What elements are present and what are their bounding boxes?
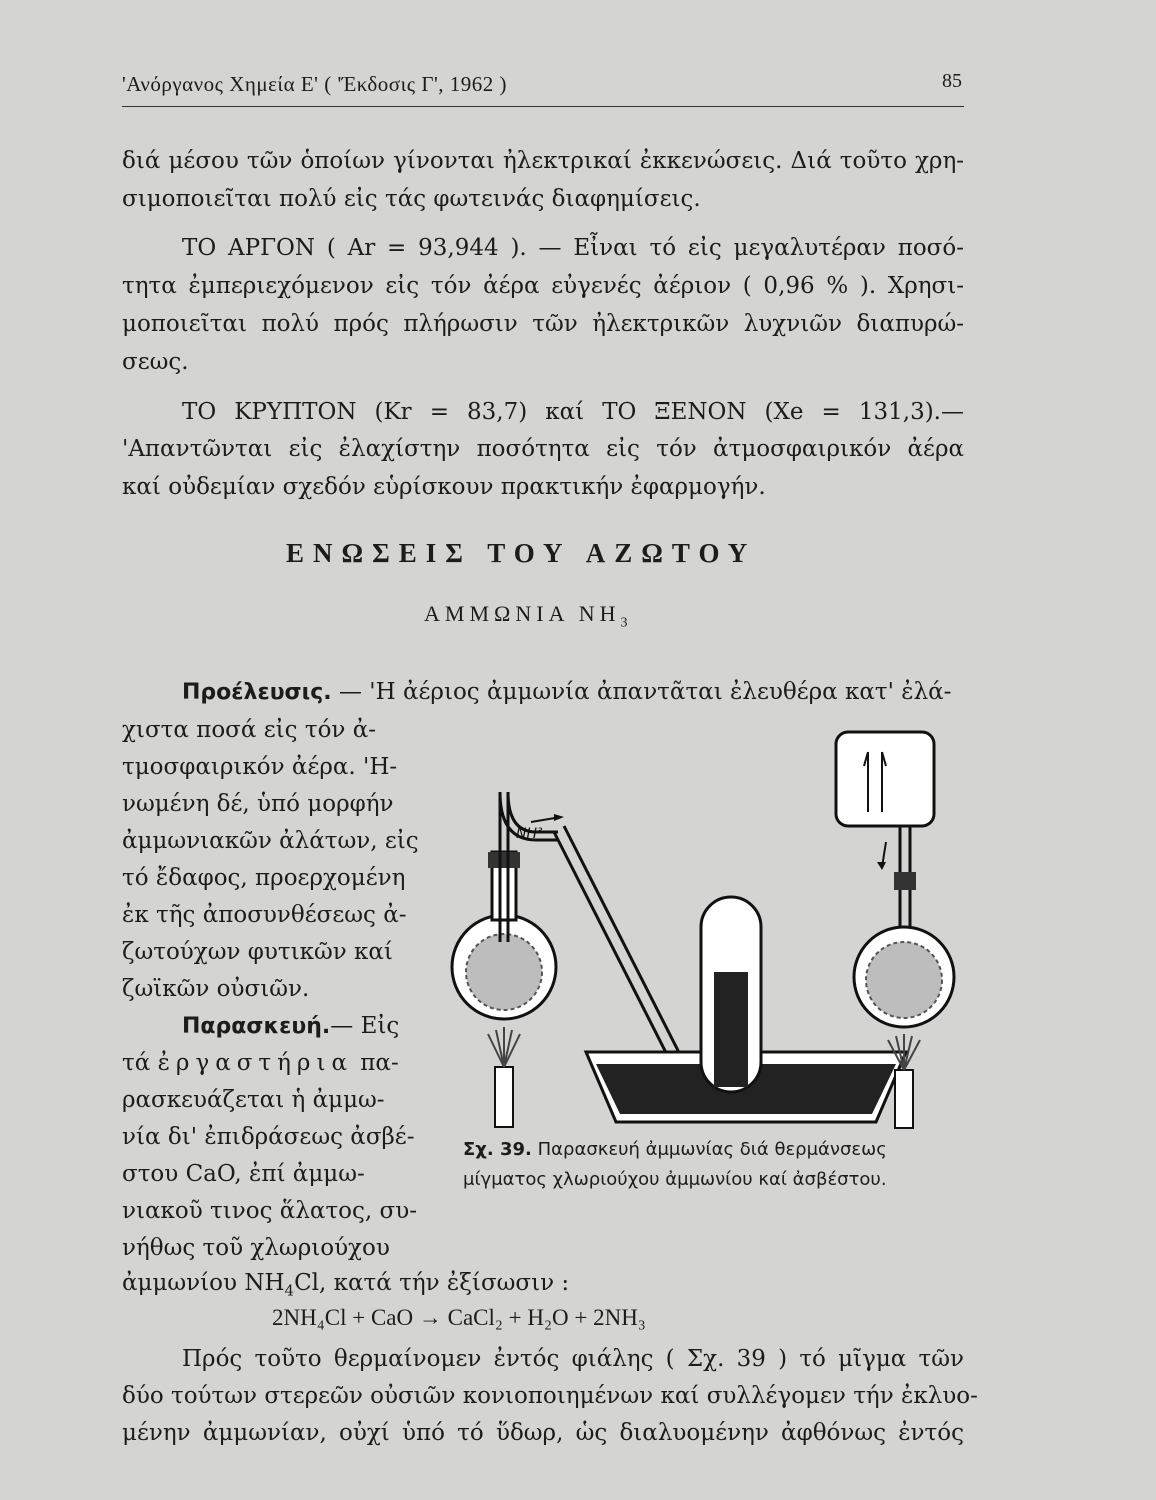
section-heading: ΕΝΩΣΕΙΣ ΤΟΥ ΑΖΩΤΟΥ xyxy=(286,538,757,568)
body-line: δύο τούτων στερεῶν οὐσιῶν κονιοποιημένων καί συλλέγομεν τήν ἐκλυο- xyxy=(122,1383,978,1409)
header-title: 'Ανόργανος Χημεία Ε' ( 'Έκδοσις Γ', 1962 ) xyxy=(122,72,508,96)
body-line: σεως. xyxy=(122,349,189,375)
argon-line: ΤΟ ΑΡΓΟΝ ( Ar = 93,944 ). — Εἶναι τό εἰς μεγαλυτέραν ποσό- xyxy=(182,235,964,261)
body-line: μοποιεῖται πολύ πρός πλήρωσιν τῶν ἠλεκτρικῶν λυχνιῶν διαπυρώ- xyxy=(122,311,964,337)
text-span: ἀμμωνίου NH xyxy=(122,1270,285,1296)
body-line: 'Απαντῶνται εἰς ἐλαχίστην ποσότητα εἰς τόν ἀτμοσφαιρικόν ἀέρα xyxy=(122,436,964,462)
left-col-line xyxy=(122,1048,399,1078)
proelefsis-text: — 'Η ἀέριος ἀμμωνία ἀπαντᾶται ἐλευθέρα κατ' ἐλά- xyxy=(331,679,952,705)
trough-and-tube xyxy=(586,897,906,1122)
body-line: Πρός τοῦτο θερμαίνομεν ἐντός φιάλης ( Σχ. 39 ) τό μῖγμα τῶν xyxy=(182,1346,964,1372)
proelefsis-label: Προέλευσις. xyxy=(182,680,332,705)
left-col-line: τό ἔδαφος, προερχομένη xyxy=(122,865,406,891)
paraskevi-first-line xyxy=(182,1011,399,1042)
caption-number: Σχ. 39. xyxy=(463,1139,532,1160)
spaced-word: ἐργαστήρια xyxy=(157,1050,353,1076)
subheading-subscript: 3 xyxy=(620,615,633,631)
apparatus-figure xyxy=(436,722,956,1132)
left-col-line: νωμένη δέ, ὑπό μορφήν xyxy=(122,791,394,817)
body-line: τητα ἐμπεριεχόμενον εἰς τόν ἀέρα εὐγενές ἀέριον ( 0,96 % ). Χρησι- xyxy=(122,273,964,299)
caption-line-2: μίγματος χλωριούχου ἀμμωνίου καί ἀσβέστου. xyxy=(463,1169,887,1190)
caption-line-1 xyxy=(463,1135,887,1165)
paraskevi-label: Παρασκευή. xyxy=(182,1014,331,1039)
flask-right xyxy=(836,732,954,1027)
left-col-line: ζωτούχων φυτικῶν καί xyxy=(122,939,393,965)
body-line: σιμοποιεῖται πολύ εἰς τάς φωτεινάς διαφημίσεις. xyxy=(122,186,701,212)
left-col-line: ἀμμωνιακῶν ἀλάτων, εἰς xyxy=(122,828,419,854)
body-line: διά μέσου τῶν ὁποίων γίνονται ἠλεκτρικαί ἐκκενώσεις. Διά τοῦτο χρη- xyxy=(122,148,964,174)
subscript: 4 xyxy=(284,1281,295,1300)
left-col-line: χιστα ποσά εἰς τόν ἀ- xyxy=(122,717,377,743)
left-col-line: νήθως τοῦ χλωριούχου xyxy=(122,1235,390,1261)
body-line: μένην ἀμμωνίαν, οὐχί ὑπό τό ὕδωρ, ὡς διαλυομένην ἀφθόνως ἐντός xyxy=(122,1420,964,1446)
body-line xyxy=(122,1268,569,1306)
subheading xyxy=(424,601,633,631)
krypton-line: ΤΟ ΚΡΥΠΤΟΝ (Kr = 83,7) καί ΤΟ ΞΕΝΟΝ (Xe = 131,3).— xyxy=(182,399,964,425)
caption-text-1: Παρασκευή ἀμμωνίας διά θερμάνσεως xyxy=(531,1139,887,1160)
nh3-label: NH³ xyxy=(516,826,543,842)
heat-source-left xyxy=(488,1027,520,1127)
spaced-suffix: πα- xyxy=(353,1050,399,1076)
paraskevi-text: — Εἰς xyxy=(330,1013,400,1039)
body-line: καί οὐδεμίαν σχεδόν εὑρίσκουν πρακτικήν ἐφαρμογήν. xyxy=(122,474,766,500)
left-col-line: νία δι' ἐπιδράσεως ἀσβέ- xyxy=(122,1124,415,1150)
page-number: 85 xyxy=(942,70,962,92)
text-span: Cl, κατά τήν ἐξίσωσιν : xyxy=(294,1270,570,1296)
left-col-line: νιακοῦ τινος ἅλατος, συ- xyxy=(122,1198,417,1224)
left-col-line: ρασκευάζεται ἡ ἀμμω- xyxy=(122,1087,385,1113)
figure-caption xyxy=(463,1135,887,1195)
proelefsis-first-line xyxy=(182,677,964,708)
subheading-text: ΑΜΜΩΝΙΑ NH xyxy=(424,601,621,626)
left-col-line: ἐκ τῆς ἀποσυνθέσεως ἀ- xyxy=(122,902,407,928)
left-col-line: τμοσφαιρικόν ἀέρα. 'Η- xyxy=(122,754,398,780)
left-col-line: στου CaO, ἐπί ἀμμω- xyxy=(122,1161,365,1187)
running-header xyxy=(122,70,964,107)
left-col-line: ζωϊκῶν οὐσιῶν. xyxy=(122,976,310,1002)
chemical-equation: 2NH₄Cl + CaO → CaCl₂ + H₂O + 2NH₃ xyxy=(272,1305,646,1330)
word-ta: τά xyxy=(122,1050,151,1076)
